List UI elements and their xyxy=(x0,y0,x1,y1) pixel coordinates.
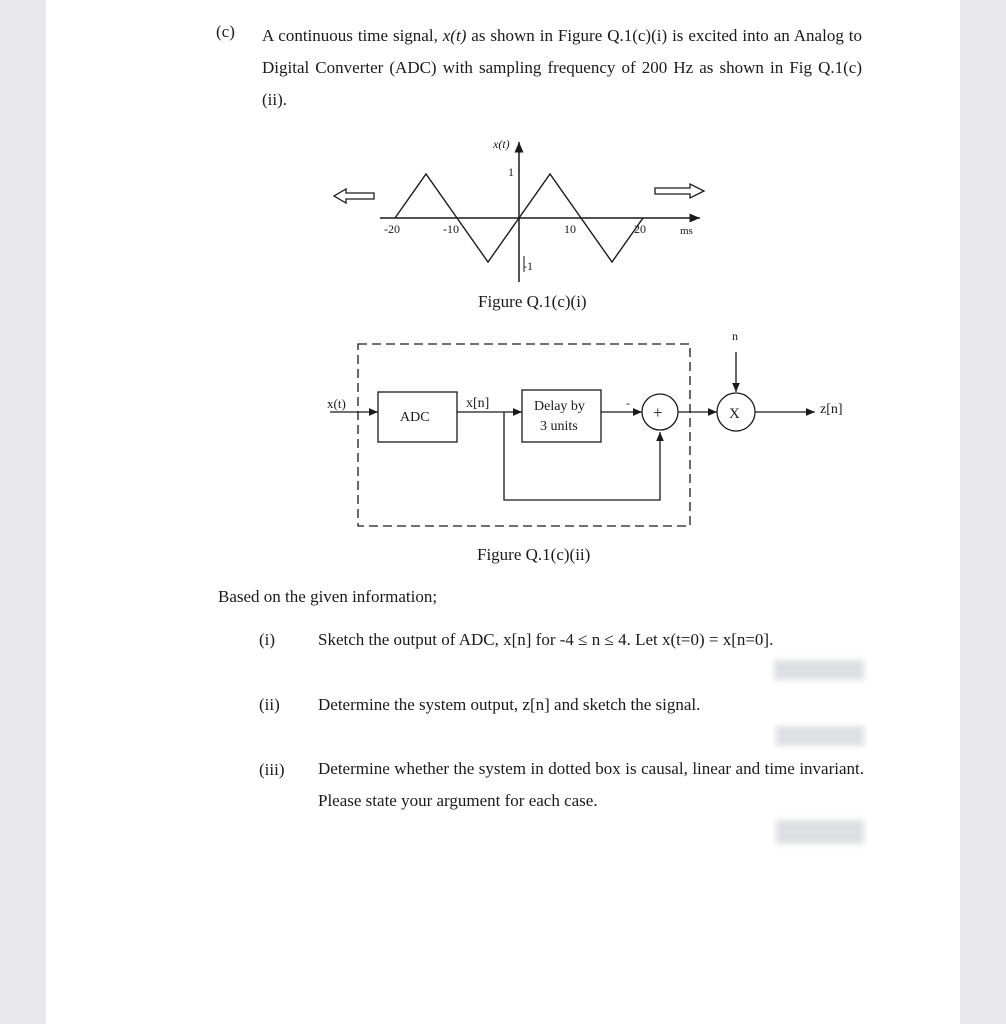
input-label: x(t) xyxy=(327,396,346,411)
x-tick-label: 10 xyxy=(564,222,576,236)
x-unit-label: ms xyxy=(680,225,693,237)
redaction-mark xyxy=(776,726,864,746)
multiplier-symbol: X xyxy=(729,406,740,422)
xn-label: x[n] xyxy=(466,396,490,411)
figure1-caption: Figure Q.1(c)(i) xyxy=(478,292,587,311)
item-number: (iii) xyxy=(259,760,285,779)
adder-sign-minus: - xyxy=(626,396,630,410)
output-label: z[n] xyxy=(820,402,843,417)
based-on-text: Based on the given information; xyxy=(218,587,438,606)
redaction-mark xyxy=(776,820,864,844)
item-number: (i) xyxy=(259,630,276,649)
figure2-caption: Figure Q.1(c)(ii) xyxy=(477,545,591,564)
question-label: (c) xyxy=(216,22,235,41)
item-text: Determine whether the system in dotted box is causal, linear and time invariant. Please state your argument for each case. xyxy=(318,759,864,810)
delay-block xyxy=(522,390,601,442)
delay-label-line2: 3 units xyxy=(540,419,578,434)
y-tick-pos: 1 xyxy=(508,165,514,179)
redaction-mark xyxy=(774,660,864,680)
item-number: (ii) xyxy=(259,695,280,714)
item-text: Determine the system output, z[n] and sketch the signal. xyxy=(318,695,701,714)
y-tick-neg: -1 xyxy=(523,259,533,273)
adder-symbol: + xyxy=(653,403,663,422)
adc-label: ADC xyxy=(400,410,430,425)
y-axis-label: x(t) xyxy=(493,137,510,151)
delay-label-line1: Delay by xyxy=(534,399,585,414)
signal-name: x(t) xyxy=(442,26,467,45)
x-tick-label: -20 xyxy=(384,222,400,236)
x-tick-label: 20 xyxy=(634,222,646,236)
x-tick-label: -10 xyxy=(443,222,459,236)
n-label: n xyxy=(732,329,738,343)
question-intro: A continuous time signal, x(t) as shown in Figure Q.1(c)(i) is excited into an Analog to Digital Converter (ADC) with sampling frequency of 200 Hz as shown in Fig Q.1(c)(ii). xyxy=(262,26,862,109)
item-text: Sketch the output of ADC, x[n] for -4 ≤ n ≤ 4. Let x(t=0) = x[n=0]. xyxy=(318,630,774,649)
